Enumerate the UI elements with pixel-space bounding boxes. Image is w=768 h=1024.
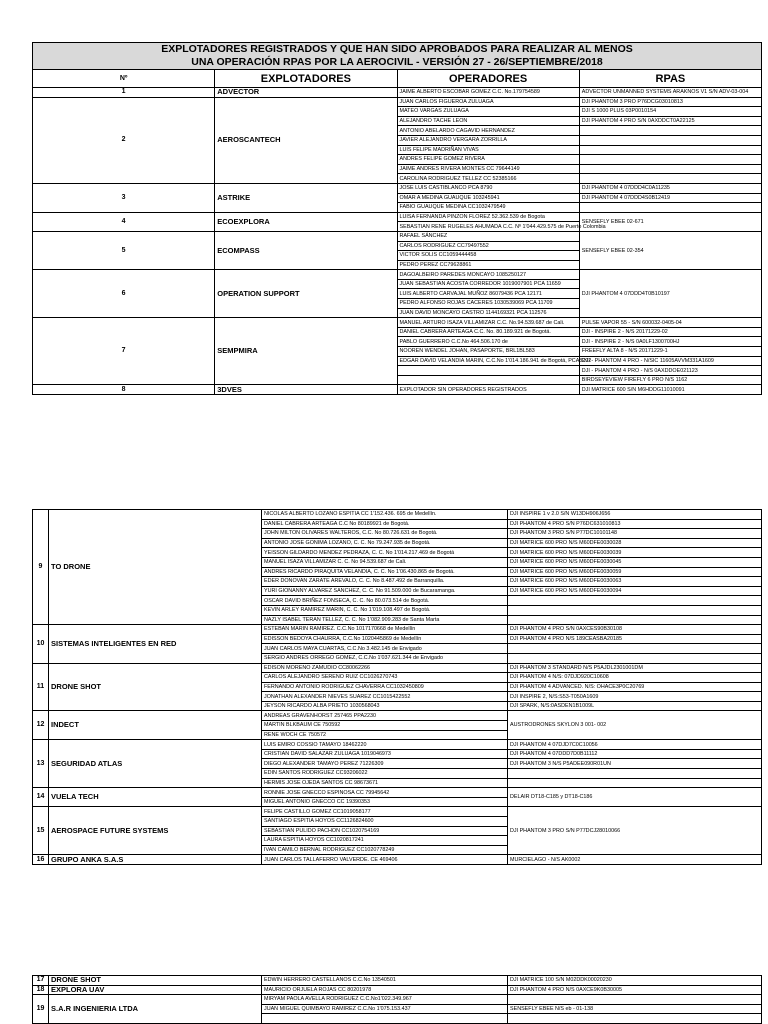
operator-cell: SEBASTIAN PULIDO PACHON CC1020754169 — [262, 826, 508, 836]
table-row — [33, 231, 762, 241]
table-row — [33, 270, 762, 280]
operator-cell: LUIS EMIRO COSSIO TAMAYO 18462220 — [262, 740, 508, 750]
operator-cell: JUAN DAVID MONCAYO CASTRO 1144169321 PCA 112576 — [397, 308, 579, 318]
table-row — [33, 318, 762, 328]
rpas-cell — [508, 1014, 762, 1024]
rpas-cell: DJI PHANTOM 3 STANDARD N/S P5AJDL2301001DM — [508, 663, 762, 673]
rpas-cell — [508, 995, 762, 1005]
table-block-1 — [32, 42, 762, 395]
rpas-cell: DJI - INSPIRE 2 - N/S 0A0LF1300700HJ — [579, 337, 761, 347]
rpas-cell: DJI INSPIRE 2, N/S:S53-T050A1609 — [508, 692, 762, 702]
rpas-cell: DJI PHANTOM 4 PRO N/S 0AXCE9K0B30005 — [508, 985, 762, 995]
header-operadores: OPERADORES — [397, 70, 579, 88]
operator-cell: MIRYAM PAOLA AVELLA RODRIGUEZ C.C.No1'022.349.967 — [262, 995, 508, 1005]
row-number: 11 — [33, 663, 49, 711]
operator-cell: NICOLAS ALBERTO LOZANO ESPITIA CC 1'152.436. 695 de Medellín. — [262, 510, 508, 520]
operator-cell: LUIS FELIPE MADRIÑAN VIVAS — [397, 145, 579, 155]
operator-cell: SANTIAGO ESPITIA HOYOS CC1126824600 — [262, 817, 508, 827]
rpas-cell: DJI MATRICE 600 PRO N/S M60DFE0030063 — [508, 577, 762, 587]
rpas-cell: DJI PHANTOM 4 N/S: 07DJD920C10608 — [508, 673, 762, 683]
registry-table-3 — [32, 975, 762, 1024]
explotador-name: OPERATION SUPPORT — [215, 270, 397, 318]
operator-cell: EDWIN HERRERO CASTELLANOS C.C.No 13540501 — [262, 976, 508, 986]
rpas-cell: ADVECTOR UNMANNED SYSTEMS ARAKNOS V1 S/N ADV-03-004 — [579, 88, 761, 98]
operator-cell: JUAN CARLOS MAYA CUARTAS, C.C.No 3.482.145 de Envigado — [262, 644, 508, 654]
operator-cell: FABIO GUAUQUE MEDINA CC1032479549 — [397, 203, 579, 213]
table-row — [33, 711, 762, 721]
operator-cell: OMAR A MEDINA GUAUQUE 103245941 — [397, 193, 579, 203]
row-number: 19 — [33, 995, 49, 1024]
operator-cell: FELIPE CASTILLO GOMEZ CC1019058177 — [262, 807, 508, 817]
operator-cell: EXPLOTADOR SIN OPERADORES REGISTRADOS — [397, 385, 579, 395]
table-row — [33, 88, 762, 98]
rpas-cell: DELAIR DT18-C185 y DT18-C186 — [508, 788, 762, 807]
table-row — [33, 97, 762, 107]
row-number: 8 — [33, 385, 215, 395]
table-row — [33, 788, 762, 798]
rpas-cell — [579, 126, 761, 136]
table-row — [33, 740, 762, 750]
explotador-name: ASTRIKE — [215, 183, 397, 212]
explotador-name: TO DRONE — [49, 510, 262, 625]
operator-cell: ANDRES FELIPE GOMEZ RIVERA — [397, 155, 579, 165]
operator-cell: JAIME ALBERTO ESCOBAR GOMEZ C.C. No.179754589 — [397, 88, 579, 98]
explotador-name: EXPLORA UAV — [49, 985, 262, 995]
operator-cell: JOSE LUIS CASTIBLANCO PCA 8790 — [397, 183, 579, 193]
operator-cell — [397, 366, 579, 376]
rpas-cell: DJI - PHANTOM 4 PRO - N/S 0AXDDOE021123 — [579, 366, 761, 376]
explotador-name: S.A.R INGENIERIA LTDA — [49, 995, 262, 1024]
table-block-2 — [32, 509, 762, 865]
rpas-cell — [508, 778, 762, 788]
operator-cell: JUAN CARLOS FIGUEROA ZULUAGA — [397, 97, 579, 107]
rpas-cell: DJI PHANTOM 4 PRO N/S 189CEASBA20185 — [508, 634, 762, 644]
row-number: 14 — [33, 788, 49, 807]
rpas-cell: FREEFLY ALTA 8 - N/S 20171229-1 — [579, 347, 761, 357]
table-row — [33, 212, 762, 222]
operator-cell: IVAN CAMILO BERNAL RODRIGUEZ CC1020778249 — [262, 845, 508, 855]
rpas-cell — [508, 615, 762, 625]
row-number: 16 — [33, 855, 49, 865]
operator-cell: SEBASTIAN RENE RUGELES AHUMADA C.C. Nº 1'044.429.575 de Puerto Colombia — [397, 222, 579, 232]
operator-cell: LUIS ALBERTO CARVAJAL MUÑOZ 86079436 PCA 12171 — [397, 289, 579, 299]
operator-cell: SERGIO ANDRES ORREGO GOMEZ, C.C.No 1'037.621.344 de Envigado — [262, 653, 508, 663]
title-line-2: UNA OPERACIÓN RPAS POR LA AEROCIVIL - VERSIÓN 27 - 26/SEPTIEMBRE/2018 — [191, 56, 603, 68]
explotador-name: AEROSPACE FUTURE SYSTEMS — [49, 807, 262, 855]
operator-cell: JUAN CARLOS TALLAFERRO VALVERDE. CE 469406 — [262, 855, 508, 865]
rpas-cell — [508, 769, 762, 779]
operator-cell: MARTIN BLKBAUM CE 750592 — [262, 721, 508, 731]
row-number: 4 — [33, 212, 215, 231]
row-number: 17 — [33, 976, 49, 986]
operator-cell: MANUEL ARTURO ISAZA VILLAMIZAR C.C. No.94.539.687 de Cali. — [397, 318, 579, 328]
operator-cell — [397, 375, 579, 385]
operator-cell: RONNIE JOSE GNECCO ESPINOSA CC 79945642 — [262, 788, 508, 798]
table-row — [33, 510, 762, 520]
operator-cell: JONATHAN ALEXANDER NIEVES SUAREZ CC1015422552 — [262, 692, 508, 702]
rpas-cell: DJI PHANTOM 3 PRO P76DCG03010813 — [579, 97, 761, 107]
operator-cell: ANDREAS GRAVENHORST 257465 PPA2230 — [262, 711, 508, 721]
operator-cell: PEDRO PEREZ CC79628861 — [397, 260, 579, 270]
operator-cell: RENE WOCH CE 750572 — [262, 730, 508, 740]
operator-cell: CAROLINA RODRIGUEZ TELLEZ CC 52385166 — [397, 174, 579, 184]
rpas-cell: DJI PHANTOM 4 ADVANCED. N/S: OHACE3P0C20769 — [508, 682, 762, 692]
operator-cell: JUAN SEBASTIAN ACOSTA CORREDOR 1019007901 PCA 11659 — [397, 279, 579, 289]
explotador-name: DRONE SHOT — [49, 663, 262, 711]
rpas-cell: SENSEFLY EBEE 02-354 — [579, 231, 761, 269]
operator-cell: KEVIN ARLEY RAMIREZ MARIN, C. C. No 1'019.108.497 de Bogotá. — [262, 605, 508, 615]
registry-table-1 — [32, 42, 762, 395]
row-number: 5 — [33, 231, 215, 269]
explotador-name: GRUPO ANKA S.A.S — [49, 855, 262, 865]
rpas-cell: DJI PHANTOM 4 07DJD7C0C10056 — [508, 740, 762, 750]
rpas-cell: DJI PHANTOM 4 07DDD4T0B10197 — [579, 270, 761, 318]
operator-cell: EDER DONOVAN ZARATE AREVALO, C. C. No 8.487.492 de Barranquilla. — [262, 577, 508, 587]
rpas-cell: DJI PHANTOM 4 07DDD4C0A11235 — [579, 183, 761, 193]
rpas-cell: DJI PHANTOM 4 07DDD4S0B12419 — [579, 193, 761, 203]
explotador-name: SEMPMIRA — [215, 318, 397, 385]
rpas-cell: DJI MATRICE 600 PRO N/S M60DFE0030059 — [508, 567, 762, 577]
rpas-cell: DJI - INSPIRE 2 - N/S 20171229-02 — [579, 327, 761, 337]
header-explotadores: EXPLOTADORES — [215, 70, 397, 88]
header-num: Nº — [33, 70, 215, 88]
rpas-cell: DJI PHANTOM 3 PRO S/N P77DCJ28010066 — [508, 807, 762, 855]
operator-cell: PEDRO ALFONSO ROJAS CACERES 1030539069 PCA 11709 — [397, 299, 579, 309]
row-number: 3 — [33, 183, 215, 212]
operator-cell: MATEO VARGAS ZULUAGA — [397, 107, 579, 117]
operator-cell: JUAN MIGUEL QUIMBAYO RAMIREZ C.C.No 1'075.153.437 — [262, 1004, 508, 1014]
rpas-cell — [579, 155, 761, 165]
operator-cell: EDISSON BEDOYA CHAURRA, C.C.No 1020445869 de Medellín — [262, 634, 508, 644]
rpas-cell: DJI MATRICE 600 PRO N/S M60DFE0030045 — [508, 557, 762, 567]
registry-table-2 — [32, 509, 762, 865]
rpas-cell: MURCIELAGO - N/S AK0002 — [508, 855, 762, 865]
operator-cell: MANUEL ISAZA VILLAMIZAR C. C. No 94.539.687 de Cali. — [262, 557, 508, 567]
operator-cell: MIGUEL ANTONIO GNECCO CC 19390353 — [262, 797, 508, 807]
rpas-cell — [508, 605, 762, 615]
table-row — [33, 385, 762, 395]
rpas-cell: DJI PHANTOM 4 PRO S/N P76DC631010813 — [508, 519, 762, 529]
rpas-cell: DJI PHANTOM 4 PRO S/N 0AXCES90B30108 — [508, 625, 762, 635]
operator-cell: JAIME ANDRES RIVERA MONTES CC 79644149 — [397, 164, 579, 174]
row-number: 1 — [33, 88, 215, 98]
rpas-cell: DJI PHANTOM 3 PRO S/N P77DC10101148 — [508, 529, 762, 539]
explotador-name: ECOEXPLORA — [215, 212, 397, 231]
row-number: 6 — [33, 270, 215, 318]
operator-cell: LUISA FERNANDA PINZON FLOREZ 52.362.539 de Bogota — [397, 212, 579, 222]
operator-cell: HERMIS JOSE OJEDA SANTOS CC 98673671 — [262, 778, 508, 788]
explotador-name: ADVECTOR — [215, 88, 397, 98]
operator-cell: JEYSON RICARDO ALBA PRIETO 1030568043 — [262, 701, 508, 711]
rpas-cell: PULSE VAPOR 55 - S/N 600032-0405-04 — [579, 318, 761, 328]
operator-cell: NAZLY ISABEL TERAN TELLEZ, C. C. No 1'082.909.283 de Santa Marta — [262, 615, 508, 625]
operator-cell: ALEJANDRO TACHE LEON — [397, 116, 579, 126]
operator-cell: ESTEBAN MARIN RAMIREZ. C.C.No 1017170668 de Medellín — [262, 625, 508, 635]
rpas-cell — [579, 135, 761, 145]
row-number: 12 — [33, 711, 49, 740]
rpas-cell — [579, 174, 761, 184]
rpas-cell: DJI - PHANTOM 4 PRO - N/SIC 11605AVVM331A1609 — [579, 356, 761, 366]
table-row — [33, 985, 762, 995]
operator-cell: EDGAR DAVID VELANDIA MARIN, C.C.No 1'014.186.941 de Bogotá, PCA8292 — [397, 356, 579, 366]
operator-cell — [262, 1014, 508, 1024]
header-rpas: RPAS — [579, 70, 761, 88]
explotador-name: SEGURIDAD ATLAS — [49, 740, 262, 788]
table-row — [33, 995, 762, 1005]
rpas-cell: DJI MATRICE 600 S/N M6HDDG11010091 — [579, 385, 761, 395]
rpas-cell — [508, 596, 762, 606]
table-row — [33, 976, 762, 986]
operator-cell: VICTOR SOLIS CC1059444458 — [397, 251, 579, 261]
operator-cell: YURI GIONANNY ALVAREZ SANCHEZ, C. C. No 91.509.000 de Bucaramanga. — [262, 586, 508, 596]
operator-cell: DAGOALBEIRO PAREDES MONCAYO 1085250127 — [397, 270, 579, 280]
operator-cell: CARLOS RODRIGUEZ CC79497552 — [397, 241, 579, 251]
row-number: 13 — [33, 740, 49, 788]
title-line-1: EXPLOTADORES REGISTRADOS Y QUE HAN SIDO APROBADOS PARA REALIZAR AL MENOS — [161, 43, 633, 55]
table-row — [33, 807, 762, 817]
rpas-cell: SENSEFLY EBEE N/S eb - 01-138 — [508, 1004, 762, 1014]
operator-cell: YEISSON GILDARDO MENDEZ PEDRAZA, C. C. No 1'014.217.469 de Bogotá — [262, 548, 508, 558]
explotador-name: SISTEMAS INTELIGENTES EN RED — [49, 625, 262, 663]
rpas-cell: BIRDSEYEVIEW FIREFLY 6 PRO N/S 1162 — [579, 375, 761, 385]
operator-cell: OSCAR DAVID BRIÑEZ FONSECA, C. C. No 80.073.514 de Bogotá. — [262, 596, 508, 606]
table-row — [33, 663, 762, 673]
rpas-cell — [579, 145, 761, 155]
table-row — [33, 625, 762, 635]
operator-cell: JOHN MILTON OLIVARES WALTEROS, C.C. No 80.726.631 de Bogotá. — [262, 529, 508, 539]
rpas-cell — [508, 653, 762, 663]
operator-cell: ANDRES RICARDO PIRAQUITA VELANDIA, C. C. No 1'06.430.865 de Bogotá. — [262, 567, 508, 577]
table-block-3 — [32, 975, 762, 1024]
operator-cell: CRISTIAN DAVID SALAZAR ZULUAGA 1019046973 — [262, 749, 508, 759]
explotador-name: INDECT — [49, 711, 262, 740]
operator-cell: ANTONIO JOSE GONIMA LOZANO, C. C. No 79.247.935 de Bogotá. — [262, 538, 508, 548]
rpas-cell: DJI SPARK, N/S:0ASDEN1B1009L — [508, 701, 762, 711]
operator-cell: EDISON MORENO ZAMUDIO CC80062266 — [262, 663, 508, 673]
rpas-cell: DJI PHANTOM 3 N/S P5ADEE090R01UN — [508, 759, 762, 769]
rpas-cell: AUSTRODRONES SKYLON 3 001- 002 — [508, 711, 762, 740]
rpas-cell — [579, 164, 761, 174]
operator-cell: RAFAEL SÁNCHEZ — [397, 231, 579, 241]
rpas-cell: DJI INSPIRE 1 v 2.0 S/N W13DH906J656 — [508, 510, 762, 520]
rpas-cell — [579, 203, 761, 213]
rpas-cell: DJI MATRICE 600 PRO N/S M60DFE0030028 — [508, 538, 762, 548]
operator-cell: DIEGO ALEXANDER TAMAYO PEREZ 71226309 — [262, 759, 508, 769]
operator-cell: PABLO GUERRERO C.C.No 464.506.170 de — [397, 337, 579, 347]
row-number: 7 — [33, 318, 215, 385]
operator-cell: LAURA ESPITIA HOYOS CC1020817241 — [262, 836, 508, 846]
rpas-cell: DJI MATRICE 600 PRO N/S M60DFE0030039 — [508, 548, 762, 558]
operator-cell: DANIEL CABRERA ARTEAGA C.C No 80189921 de Bogotá. — [262, 519, 508, 529]
explotador-name: DRONE SHOT — [49, 976, 262, 986]
rpas-cell: DJI MATRICE 100 S/N M02DDK00020230 — [508, 976, 762, 986]
rpas-cell: DJI MATRICE 600 PRO N/S M60DFE0030094 — [508, 586, 762, 596]
row-number: 10 — [33, 625, 49, 663]
operator-cell: EDIN SANTOS RODRIGUEZ CC93206022 — [262, 769, 508, 779]
rpas-cell: DJI S 1000 PLUS 03P0010154 — [579, 107, 761, 117]
table-row — [33, 855, 762, 865]
operator-cell: DANIEL CABRERA ARTEAGA C.C. No. 80.189.921 de Bogotá. — [397, 327, 579, 337]
document-title — [33, 43, 762, 70]
explotador-name: 3DVES — [215, 385, 397, 395]
operator-cell: JAVIER ALEJANDRO VERGARA ZORRILLA — [397, 135, 579, 145]
operator-cell: NOOREN WENDEL JOHAN, PASAPORTE, BRL1BL583 — [397, 347, 579, 357]
row-number: 2 — [33, 97, 215, 183]
explotador-name: AEROSCANTECH — [215, 97, 397, 183]
rpas-cell: DJI PHANTOM 4 PRO S/N 0AXDDCT0A22125 — [579, 116, 761, 126]
row-number: 9 — [33, 510, 49, 625]
rpas-cell: SENSEFLY EBEE 02-671 — [579, 212, 761, 231]
rpas-cell — [508, 644, 762, 654]
rpas-cell: DJI PHANTOM 4 07DDD7D0B11112 — [508, 749, 762, 759]
operator-cell: FERNANDO ANTONIO RODRIGUEZ CHAVERRA CC1032450809 — [262, 682, 508, 692]
row-number: 18 — [33, 985, 49, 995]
explotador-name: ECOMPASS — [215, 231, 397, 269]
operator-cell: MAURICIO ORJUELA ROJAS CC 80201978 — [262, 985, 508, 995]
explotador-name: VUELA TECH — [49, 788, 262, 807]
operator-cell: ANTONIO ABELARDO CAGAVID HERNANDEZ — [397, 126, 579, 136]
operator-cell: CARLOS ALEJANDRO SERENO RUIZ CC1026270743 — [262, 673, 508, 683]
table-row — [33, 183, 762, 193]
row-number: 15 — [33, 807, 49, 855]
